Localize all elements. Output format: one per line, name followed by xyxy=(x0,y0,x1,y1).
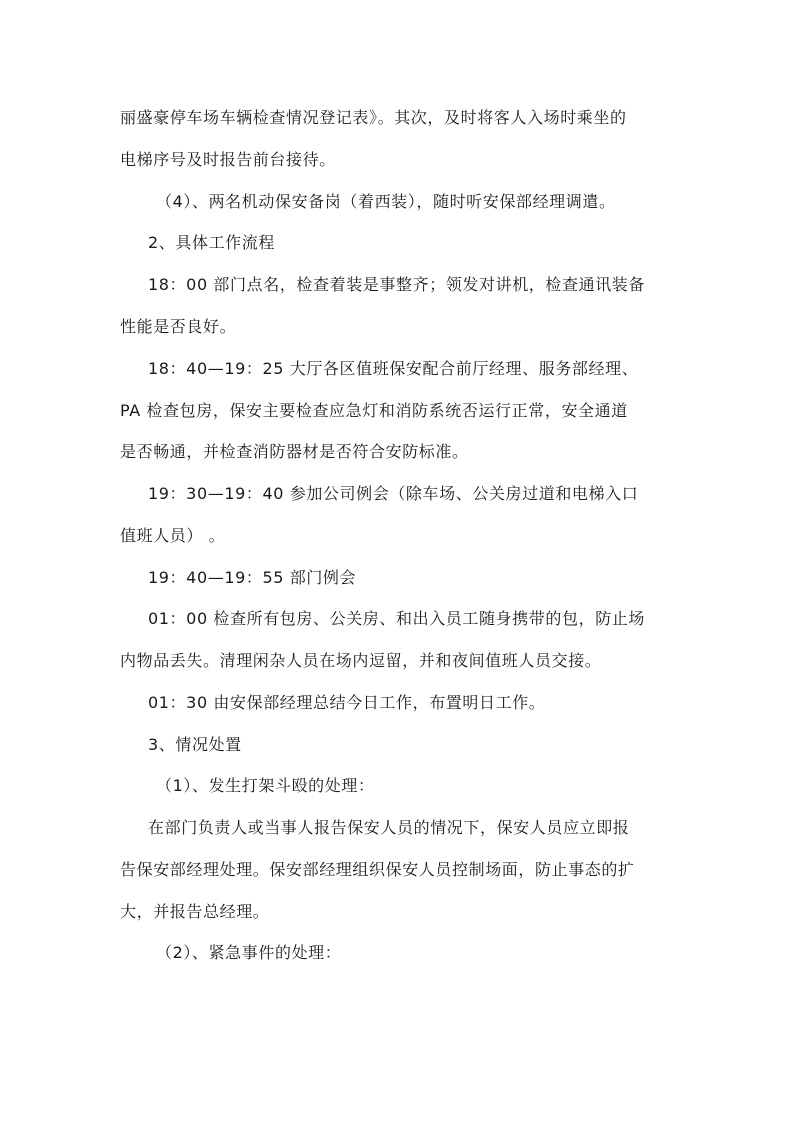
text-line-20: 大，并报告总经理。 xyxy=(120,902,270,921)
text-line-10: 19：30—19：40 参加公司例会（除车场、公关房过道和电梯入口 xyxy=(148,484,639,503)
text-line-14: 内物品丢失。清理闲杂人员在场内逗留，并和夜间值班人员交接。 xyxy=(120,651,602,670)
text-line-21: （2）、紧急事件的处理： xyxy=(156,943,342,962)
text-line-15: 01：30 由安保部经理总结今日工作，布置明日工作。 xyxy=(148,693,546,712)
text-line-7: 18：40—19：25 大厅各区值班保安配合前厅经理、服务部经理、 xyxy=(148,359,639,378)
text-line-8: PA 检查包房，保安主要检查应急灯和消防系统否运行正常，安全通道 xyxy=(120,401,628,420)
text-line-9: 是否畅通，并检查消防器材是否符合安防标准。 xyxy=(120,442,469,461)
text-line-5: 18：00 部门点名，检查着装是事整齐；领发对讲机，检查通讯装备 xyxy=(148,275,646,294)
text-line-1: 丽盛豪停车场车辆检查情况登记表》。其次，及时将客人入场时乘坐的 xyxy=(120,108,627,127)
text-line-6: 性能是否良好。 xyxy=(120,317,237,336)
text-line-19: 告保安部经理处理。保安部经理组织保安人员控制场面，防止事态的扩 xyxy=(120,860,635,879)
section-heading-3: 3、情况处置 xyxy=(148,735,242,754)
text-line-3: （4）、两名机动保安备岗（着西装），随时听安保部经理调遣。 xyxy=(156,192,616,211)
section-heading-2: 2、具体工作流程 xyxy=(148,233,275,252)
text-line-13: 01：00 检查所有包房、公关房、和出入员工随身携带的包，防止场 xyxy=(148,609,646,628)
text-line-12: 19：40—19：55 部门例会 xyxy=(148,568,357,587)
text-line-17: （1）、发生打架斗殴的处理： xyxy=(156,776,375,795)
text-line-18: 在部门负责人或当事人报告保安人员的情况下，保安人员应立即报 xyxy=(148,818,630,837)
text-line-11: 值班人员） 。 xyxy=(120,526,226,545)
text-line-2: 电梯序号及时报告前台接待。 xyxy=(120,150,336,169)
